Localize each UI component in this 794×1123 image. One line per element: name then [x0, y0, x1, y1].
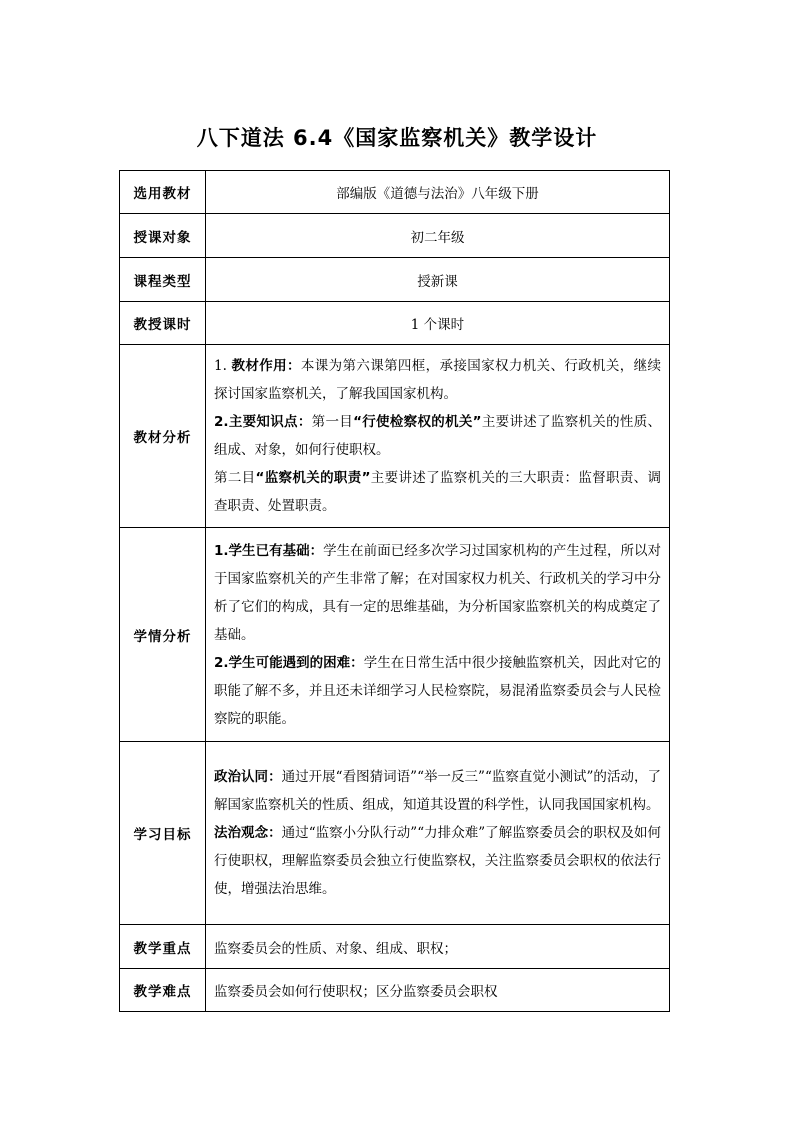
analysis-content: [206, 345, 670, 528]
analysis-p3-text1: 第二目: [214, 470, 256, 486]
row-label: 选用教材: [120, 171, 206, 214]
analysis-p2-text2: 主要讲述了监察机关的性质、组成、对象，如何行使职权。: [214, 414, 662, 458]
table-row: [120, 969, 670, 1012]
row-value: 初二年级: [206, 214, 670, 258]
lesson-plan-table: [119, 170, 670, 1012]
row-label: 课程类型: [120, 258, 206, 302]
row-label: 教授课时: [120, 302, 206, 345]
objectives-content: [206, 742, 670, 925]
analysis-p1-key: 教材作用：: [231, 358, 301, 374]
students-p2-key: 2.学生可能遇到的困难：: [214, 654, 364, 671]
row-label: 授课对象: [120, 214, 206, 258]
analysis-p3-text2: 主要讲述了监察机关的三大职责：监督职责、调查职责、处置职责。: [214, 470, 662, 514]
students-paragraph: [214, 537, 661, 649]
table-row-students: [120, 528, 670, 742]
objectives-p2-text: 通过“监察小分队行动”“力排众难”了解监察委员会的职权及如何行使职权，理解监察委员会独立行使监察权，关注监察委员会职权的依法行使，增强法治思维。: [214, 825, 662, 897]
row-value: 1 个课时: [206, 302, 670, 345]
table-row-analysis: [120, 345, 670, 528]
analysis-paragraph: [214, 408, 661, 464]
students-p1-key: 1.学生已有基础：: [214, 542, 324, 559]
students-p2-text: 学生在日常生活中很少接触监察机关，因此对它的职能了解不多，并且还未详细学习人民检察院，易混淆监察委员会与人民检察院的职能。: [214, 654, 661, 727]
analysis-p3-quote: “监察机关的职责”: [255, 470, 371, 486]
students-content: [206, 528, 670, 742]
row-label: 教学难点: [120, 969, 206, 1012]
objectives-paragraph: [214, 763, 661, 819]
analysis-p1-lead: 1.: [214, 358, 232, 374]
analysis-p2-text1: 第一目: [311, 414, 354, 430]
analysis-paragraph: [214, 352, 661, 408]
row-label: 教材分析: [120, 345, 206, 528]
analysis-p2-key: 2.主要知识点：: [214, 414, 312, 430]
row-label: 学习目标: [120, 742, 206, 925]
table-row: [120, 258, 670, 302]
table-row: [120, 302, 670, 345]
analysis-paragraph: [214, 464, 661, 520]
analysis-p2-quote: “行使检察权的机关”: [353, 414, 482, 430]
row-label: 学情分析: [120, 528, 206, 742]
table-row: [120, 925, 670, 969]
objectives-paragraph: [214, 819, 661, 903]
row-value: 授新课: [206, 258, 670, 302]
table-row: [120, 171, 670, 214]
objectives-p1-key: 政治认同：: [214, 769, 282, 785]
row-value: 部编版《道德与法治》八年级下册: [206, 171, 670, 214]
table-row: [120, 214, 670, 258]
table-row-objectives: [120, 742, 670, 925]
analysis-p1-text: 本课为第六课第四框，承接国家权力机关、行政机关，继续探讨国家监察机关，了解我国国家机构。: [214, 358, 662, 402]
page-title: 八下道法 6.4《国家监察机关》教学设计: [196, 126, 598, 150]
objectives-p1-text: 通过开展“看图猜词语”“举一反三”“监察直觉小测试”的活动，了解国家监察机关的性质、组成，知道其设置的科学性，认同我国国家机构。: [214, 769, 661, 813]
students-paragraph: [214, 649, 661, 733]
key-points-value: 监察委员会的性质、对象、组成、职权；: [206, 925, 670, 969]
students-p1-text: 学生在前面已经多次学习过国家机构的产生过程，所以对于国家监察机关的产生非常了解；在对国家权力机关、行政机关的学习中分析了它们的构成，具有一定的思维基础，为分析国家监察机关的构成奠定了基础。: [214, 542, 661, 643]
row-label: 教学重点: [120, 925, 206, 969]
objectives-p2-key: 法治观念：: [214, 825, 282, 841]
difficulties-value: 监察委员会如何行使职权；区分监察委员会职权: [206, 969, 670, 1012]
